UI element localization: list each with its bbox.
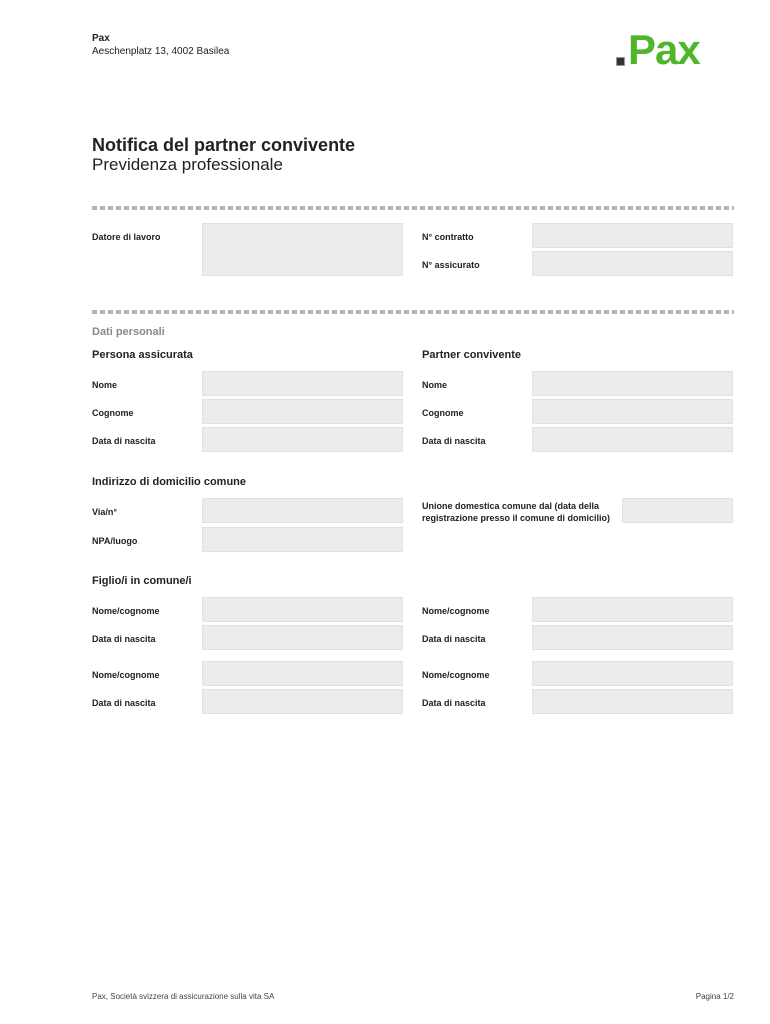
child3-name-label: Nome/cognome — [92, 670, 160, 680]
children-heading: Figlio/i in comune/i — [92, 575, 192, 587]
insured-last-name-label: Cognome — [92, 408, 134, 418]
insured-birth-date-label: Data di nascita — [92, 436, 156, 446]
zip-city-label: NPA/luogo — [92, 536, 138, 546]
partner-first-name-label: Nome — [422, 380, 448, 390]
child2-birth-date-field[interactable] — [532, 625, 733, 650]
company-address: Aeschenplatz 13, 4002 Basilea — [92, 46, 230, 57]
partner-heading: Partner convivente — [422, 349, 522, 361]
pax-logo — [616, 26, 700, 73]
logo-text: Pax — [628, 26, 700, 73]
child1-birth-date-label: Data di nascita — [92, 634, 156, 644]
child2-name-field[interactable] — [532, 597, 733, 622]
child2-birth-date-label: Data di nascita — [422, 634, 486, 644]
household-since-field[interactable] — [622, 498, 733, 523]
child4-name-field[interactable] — [532, 661, 733, 686]
child3-birth-date-field[interactable] — [202, 689, 403, 714]
insured-first-name-field[interactable] — [202, 371, 403, 396]
personal-data-heading: Dati personali — [92, 326, 165, 338]
partner-first-name-field[interactable] — [532, 371, 733, 396]
employer-label: Datore di lavoro — [92, 232, 161, 242]
partner-birth-date-field[interactable] — [532, 427, 733, 452]
insured-birth-date-field[interactable] — [202, 427, 403, 452]
child2-name-label: Nome/cognome — [422, 606, 490, 616]
insured-last-name-field[interactable] — [202, 399, 403, 424]
page-subtitle: Previdenza professionale — [92, 155, 283, 174]
page-title: Notifica del partner convivente — [92, 135, 356, 155]
child3-birth-date-label: Data di nascita — [92, 698, 156, 708]
logo-square-icon — [616, 57, 625, 66]
child3-name-field[interactable] — [202, 661, 403, 686]
common-address-heading: Indirizzo di domicilio comune — [92, 476, 247, 488]
page-number: Pagina 1/2 — [695, 992, 734, 1001]
zip-city-field[interactable] — [202, 527, 403, 552]
footer-company: Pax, Società svizzera di assicurazione sulla vita SA — [92, 992, 275, 1001]
street-field[interactable] — [202, 498, 403, 523]
divider — [92, 206, 734, 210]
child4-birth-date-field[interactable] — [532, 689, 733, 714]
partner-birth-date-label: Data di nascita — [422, 436, 486, 446]
child4-name-label: Nome/cognome — [422, 670, 490, 680]
child1-name-label: Nome/cognome — [92, 606, 160, 616]
insured-first-name-label: Nome — [92, 380, 118, 390]
household-since-label: Unione domestica comune dal (data della registrazione presso il comune di domicilio) — [422, 501, 611, 523]
insured-number-field[interactable] — [532, 251, 733, 276]
employer-field[interactable] — [202, 223, 403, 276]
company-name: Pax — [92, 33, 110, 44]
child1-birth-date-field[interactable] — [202, 625, 403, 650]
contract-number-label: N° contratto — [422, 232, 474, 242]
divider — [92, 310, 734, 314]
child1-name-field[interactable] — [202, 597, 403, 622]
street-label: Via/n° — [92, 507, 117, 517]
child4-birth-date-label: Data di nascita — [422, 698, 486, 708]
partner-last-name-field[interactable] — [532, 399, 733, 424]
contract-number-field[interactable] — [532, 223, 733, 248]
insured-number-label: N° assicurato — [422, 260, 480, 270]
partner-last-name-label: Cognome — [422, 408, 464, 418]
insured-person-heading: Persona assicurata — [92, 349, 193, 361]
